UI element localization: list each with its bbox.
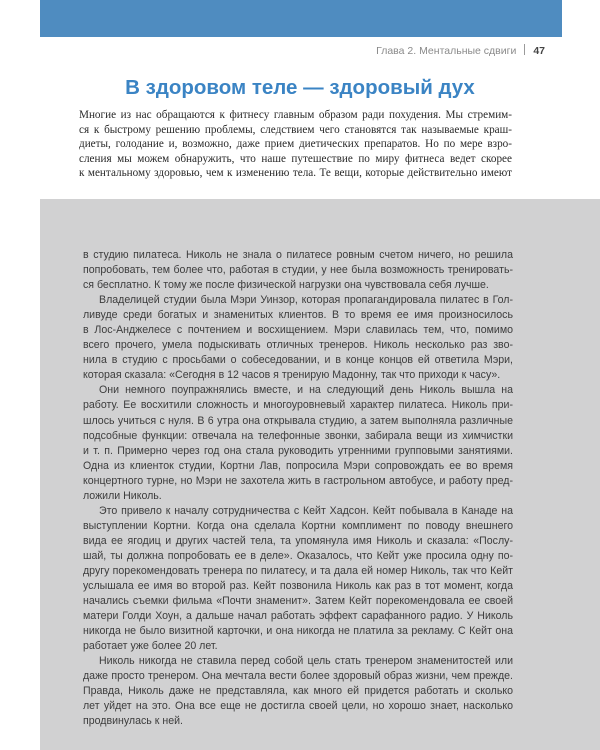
body-line: и т. п. Примерно через год она стала руководить утренними групповыми занятиями. — [83, 444, 513, 457]
page-number: 47 — [533, 45, 545, 57]
body-line: ся бесплатно. К тому же после физической нагрузки она чувствовала себя лучше. — [83, 279, 489, 292]
body-line: ложили Николь. — [83, 489, 162, 502]
header-color-band — [40, 0, 562, 37]
body-line: концертного турне, но Мэри не захотела жить в гастрольном автобусе, и работу пред- — [83, 474, 513, 487]
body-line: которая сказала: «Сегодня в 12 часов я тренирую Мадонну, так что приходи к часу». — [83, 369, 501, 382]
body-line: матери Голди Хоун, а дальше начал работать эффект сарафанного радио. У Николь — [83, 610, 513, 623]
body-line: Владелицей студии была Мэри Уинзор, которая пропагандировала пилатес в Гол- — [99, 294, 513, 307]
body-line: Одна из клиенток студии, Кортни Лав, попросила Мэри сопровождать ее во время — [83, 459, 513, 472]
body-line: всего прочего, умела подыскивать отличных тренеров. Николь несколько раз зво- — [83, 339, 513, 352]
body-line: попробовать, тем более что, работая в студии, у нее была возможность тренировать- — [83, 264, 513, 277]
intro-line: диеты, голодание и, возможно, даже прием диетических препаратов. Но по мере взро- — [79, 138, 512, 151]
body-line: Они немного поупражнялись вместе, и на следующий день Николь вышла на — [99, 384, 513, 397]
body-line: продвинулась к ней. — [83, 715, 183, 728]
body-line: Правда, Николь даже не представляла, как много ей придется работать и сколько — [83, 685, 513, 698]
body-line: Это привело к началу сотрудничества с Кейт Хадсон. Кейт побывала в Канаде на — [99, 504, 513, 517]
chapter-title: Глава 2. Ментальные сдвиги — [376, 45, 517, 57]
body-line: начались съемки фильма «Почти знаменит». Затем Кейт порекомендовала ее своей — [83, 595, 513, 608]
body-line: в Лос-Анджелесе с почтением и восхищением. Мэри славилась тем, что, помимо — [83, 324, 513, 337]
body-line: даже просто тренером. Она мечтала вести более здоровый образ жизни, чем прежде. — [83, 670, 513, 683]
running-header — [376, 44, 545, 57]
intro-line: ся к быстрому решению проблемы, следствием чего становятся так называемые краш- — [79, 123, 512, 136]
body-line: вида ее ягодиц и других частей тела, та упомянула имя Николь и сказала: «Послу- — [83, 534, 513, 547]
body-line: другу порекомендовать тренера по пилатесу, и та дала ей номер Николь, так что Кейт — [83, 564, 513, 577]
body-line: шай, ты должна попробовать ее в деле». Оказалось, что Кейт уже просила одну по- — [83, 549, 513, 562]
body-line: шлось учиться с нуля. В 6 утра она открывала студию, а затем выполняла различные — [83, 414, 513, 427]
body-line: работает уже более 20 лет. — [83, 640, 218, 653]
intro-line: к ментальному здоровью, чем к изменению тела. Те вещи, которые действительно имеют — [79, 167, 512, 180]
intro-line: сления мы можем обнаружить, что наше путешествие по миру фитнеса ведет скорее — [79, 152, 512, 165]
body-text — [83, 248, 513, 730]
body-line: нила в студию с просьбами о собеседовании, и в конце концов ей ответила Мэри, — [83, 354, 513, 367]
body-line: в студию пилатеса. Николь не знала о пилатесе ровным счетом ничего, но решила — [83, 249, 513, 261]
body-line: подсобные функции: отвечала на телефонные звонки, забирала вещи из химчистки — [83, 429, 513, 442]
header-divider — [524, 44, 525, 55]
body-line: работу. Ее восхитили сложность и многоуровневый характер пилатеса. Николь при- — [83, 399, 513, 412]
body-line: ливуде среди богатых и знаменитых клиентов. В то время ее имя произносилось — [83, 309, 513, 322]
body-line: Николь никогда не ставила перед собой цель стать тренером знаменитостей или — [99, 655, 513, 668]
body-line: услышала ее имя во второй раз. Кейт позвонила Николь как раз в тот момент, когда — [83, 580, 513, 593]
intro-line: Многие из нас обращаются к фитнесу главным образом ради похудения. Мы стремим- — [79, 109, 512, 121]
body-line: никогда не было визитной карточки, и она никогда не платила за рекламу. С Кейт она — [83, 625, 513, 638]
body-line: выступлении Кортни. Когда она сделала Кортни комплимент по поводу внешнего — [83, 519, 513, 532]
intro-paragraph — [79, 108, 512, 181]
section-title: В здоровом теле — здоровый дух — [125, 76, 475, 99]
body-line: лет уйдет на это. Она все еще не достигла своей цели, но хорошо знает, насколько — [83, 700, 513, 713]
